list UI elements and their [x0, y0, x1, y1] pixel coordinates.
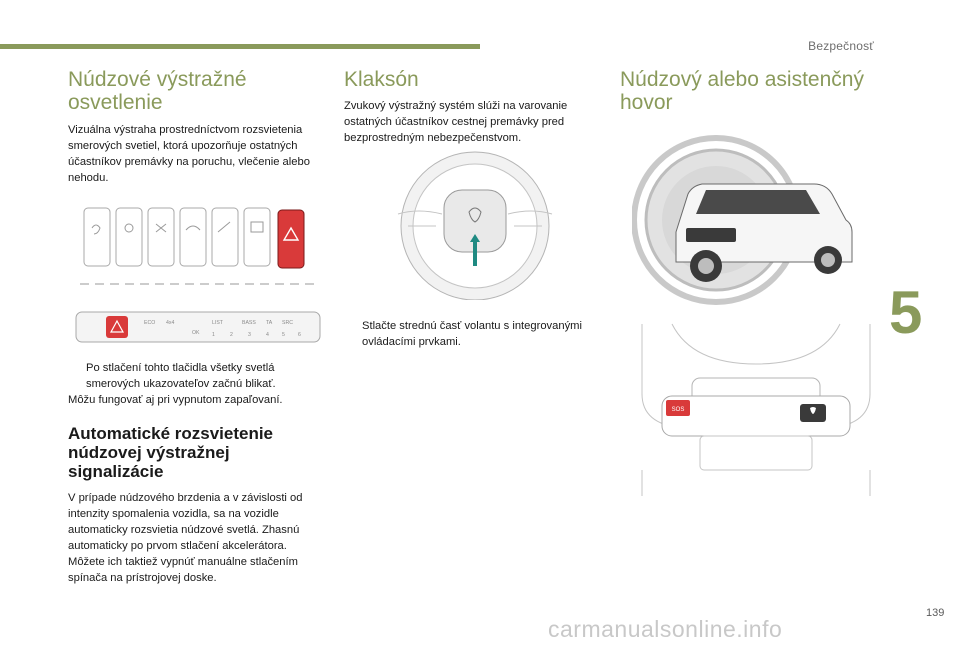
- switch-label-3: LIST: [212, 320, 223, 326]
- chapter-number: 5: [889, 279, 923, 346]
- switch-label-2: OK: [192, 330, 200, 336]
- switch-label-12: 6: [298, 332, 301, 338]
- horn-bullet-text: Stlačte strednú časť volantu s integrovanými ovládacími prvkami.: [362, 320, 582, 348]
- hazard-intro: Vizuálna výstraha prostredníctvom rozsvietenia smerových svetiel, ktorá upozorňuje ostatných účastníkov premávky na poruchu, vlečenie alebo nehodu.: [68, 124, 310, 184]
- switch-label-10: 4: [266, 332, 269, 338]
- ceiling-console-illustration: [632, 320, 880, 498]
- sos-label: SOS: [671, 407, 685, 413]
- horn-bullet: [344, 318, 606, 350]
- switch-label-9: 3: [248, 332, 251, 338]
- car-signal-illustration: [632, 132, 880, 308]
- auto-hazard-title: Automatické rozsvietenie núdzovej výstražnej signalizácie: [68, 424, 274, 481]
- emergency-call-title: Núdzový alebo asistenčný hovor: [620, 68, 864, 114]
- switch-label-6: SRC: [282, 320, 293, 326]
- horn-intro: Zvukový výstražný systém slúži na varovanie ostatných účastníkov cestnej premávky pred bezprostredným nebezpečenstvom.: [344, 100, 568, 144]
- auto-hazard-text: V prípade núdzového brzdenia a v závislosti od intenzity spomalenia vozidla, sa na vozidle automaticky rozsvietia núdzové svetlá. Zhasnú automaticky po prvom stlačení akcelerátora. Môžete ich taktiež vypnúť manuálne stlačením spínača na prístrojovej doske.: [68, 492, 303, 584]
- hazard-switch-panel-illustration: [70, 200, 326, 348]
- switch-label-8: 2: [230, 332, 233, 338]
- hazard-bullet: [68, 360, 326, 392]
- switch-label-5: TA: [266, 320, 273, 326]
- page-number: 139: [926, 607, 945, 619]
- switch-label-7: 1: [212, 332, 215, 338]
- switch-label-11: 5: [282, 332, 285, 338]
- watermark: carmanualsonline.info: [548, 616, 783, 642]
- horn-title: Klaksón: [344, 68, 419, 91]
- hazard-bullet-text: Po stlačení tohto tlačidla všetky svetlá smerových ukazovateľov začnú blikať.: [86, 362, 276, 390]
- switch-label-1: 4x4: [166, 320, 175, 326]
- steering-wheel-illustration: [378, 150, 572, 300]
- header-accent-bar: [0, 44, 480, 49]
- hazard-title: Núdzové výstražné osvetlenie: [68, 68, 247, 114]
- switch-label-4: BASS: [242, 320, 256, 326]
- section-label: Bezpečnosť: [808, 39, 874, 53]
- hazard-note: Môžu fungovať aj pri vypnutom zapaľovaní.: [68, 394, 283, 406]
- switch-label-0: ECO: [144, 320, 156, 326]
